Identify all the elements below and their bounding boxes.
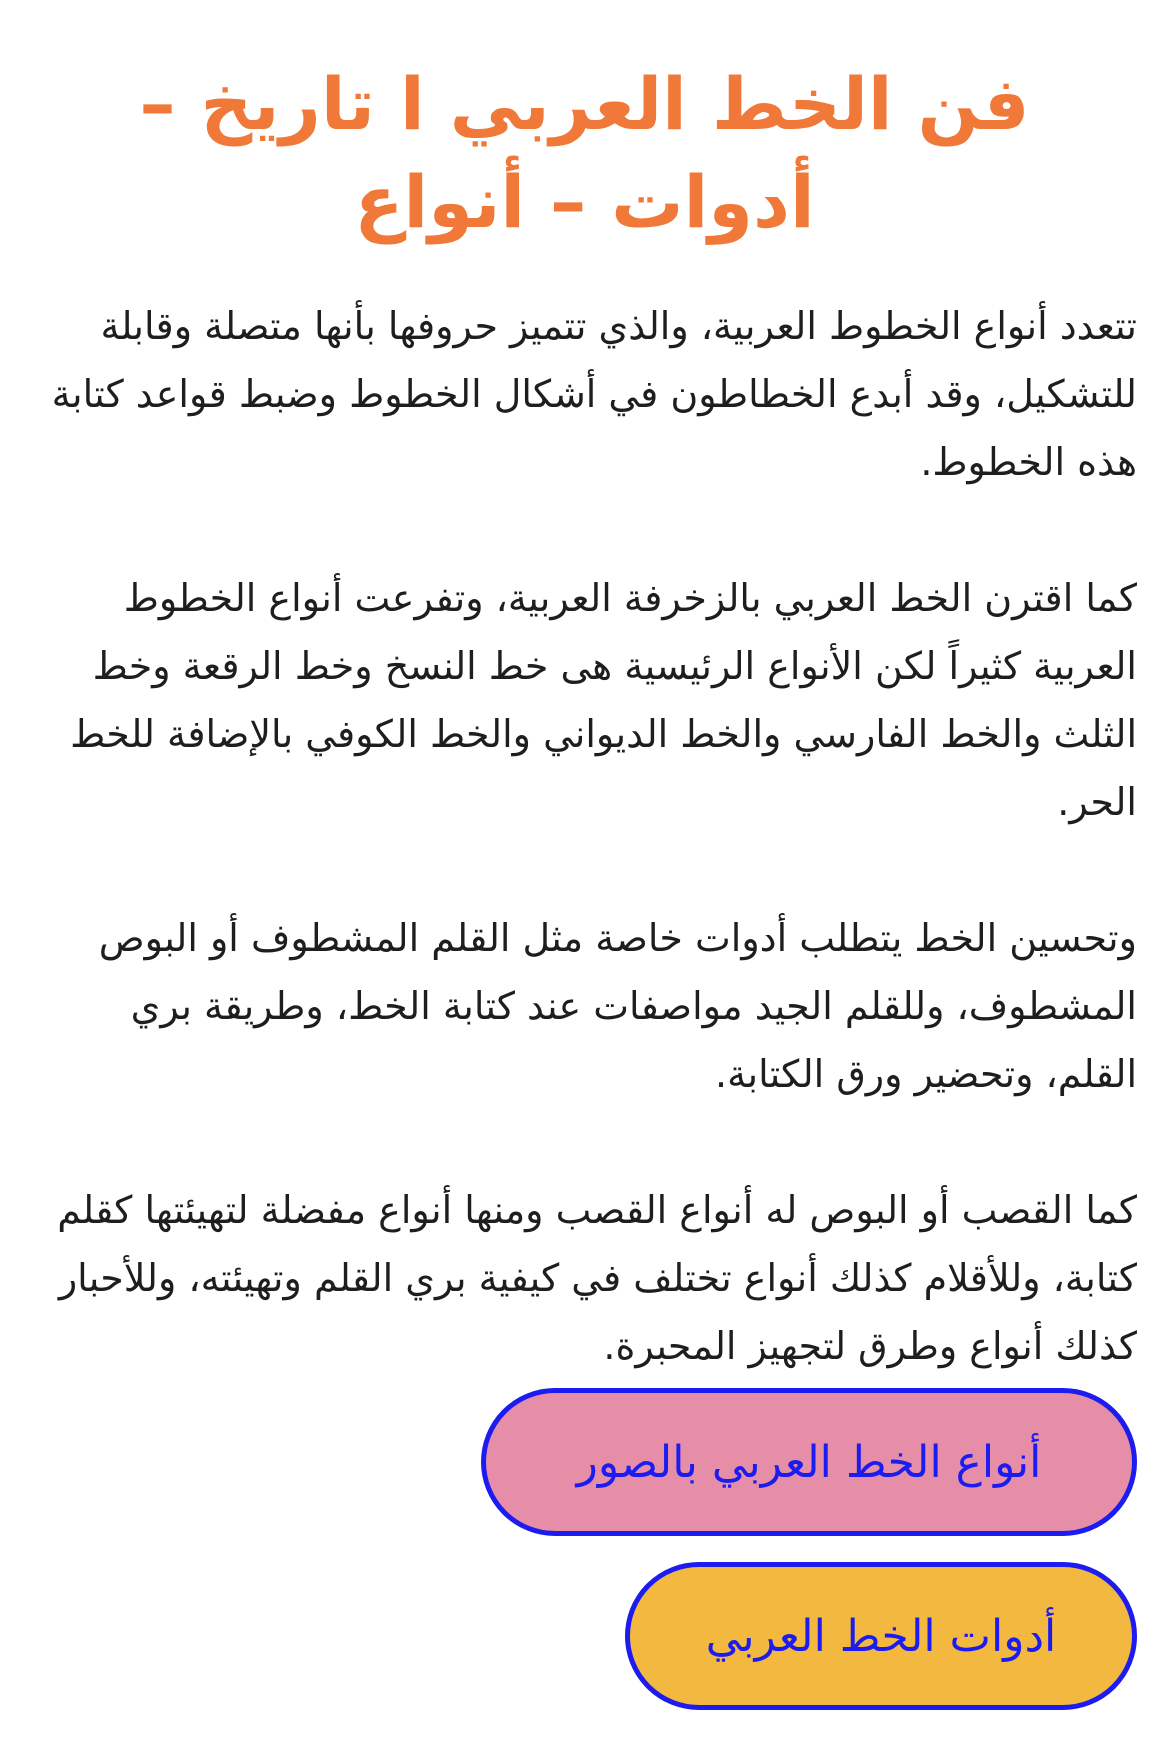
arabic-calligraphy-types-with-images-button[interactable] [481,1388,1137,1536]
types-button-label: أنواع الخط العربي بالصور [576,1436,1042,1488]
paragraph-types-intro: تتعدد أنواع الخطوط العربية، والذي تتميز حروفها بأنها متصلة وقابلة للتشكيل، وقد أبدع الخطاطون في أشكال الخطوط وضبط قواعد كتابة هذه الخطوط. [51,304,1137,484]
paragraph-main-types: كما اقترن الخط العربي بالزخرفة العربية، وتفرعت أنواع الخطوط العربية كثيراً لكن الأنواع الرئيسية هى خط النسخ وخط الرقعة وخط الثلث والخط الفارسي والخط الديواني والخط الكوفي بالإضافة للخط الحر. [70,576,1137,824]
paragraph-reeds-inks: كما القصب أو البوص له أنواع القصب ومنها أنواع مفضلة لتهيئتها كقلم كتابة، وللأقلام كذلك أنواع تختلف في كيفية بري القلم وتهيئته، وللأحبار كذلك أنواع وطرق لتجهيز المحبرة. [57,1188,1137,1368]
article-body [45,292,1137,1380]
page-title: فن الخط العربي ا تاريخ – أدوات – أنواع [139,62,1030,244]
paragraph-tools: وتحسين الخط يتطلب أدوات خاصة مثل القلم المشطوف أو البوص المشطوف، وللقلم الجيد مواصفات عند كتابة الخط، وطريقة بري القلم، وتحضير ورق الكتابة. [98,916,1137,1096]
tools-button-label: أدوات الخط العربي [705,1610,1057,1662]
arabic-calligraphy-tools-button[interactable] [625,1562,1137,1710]
